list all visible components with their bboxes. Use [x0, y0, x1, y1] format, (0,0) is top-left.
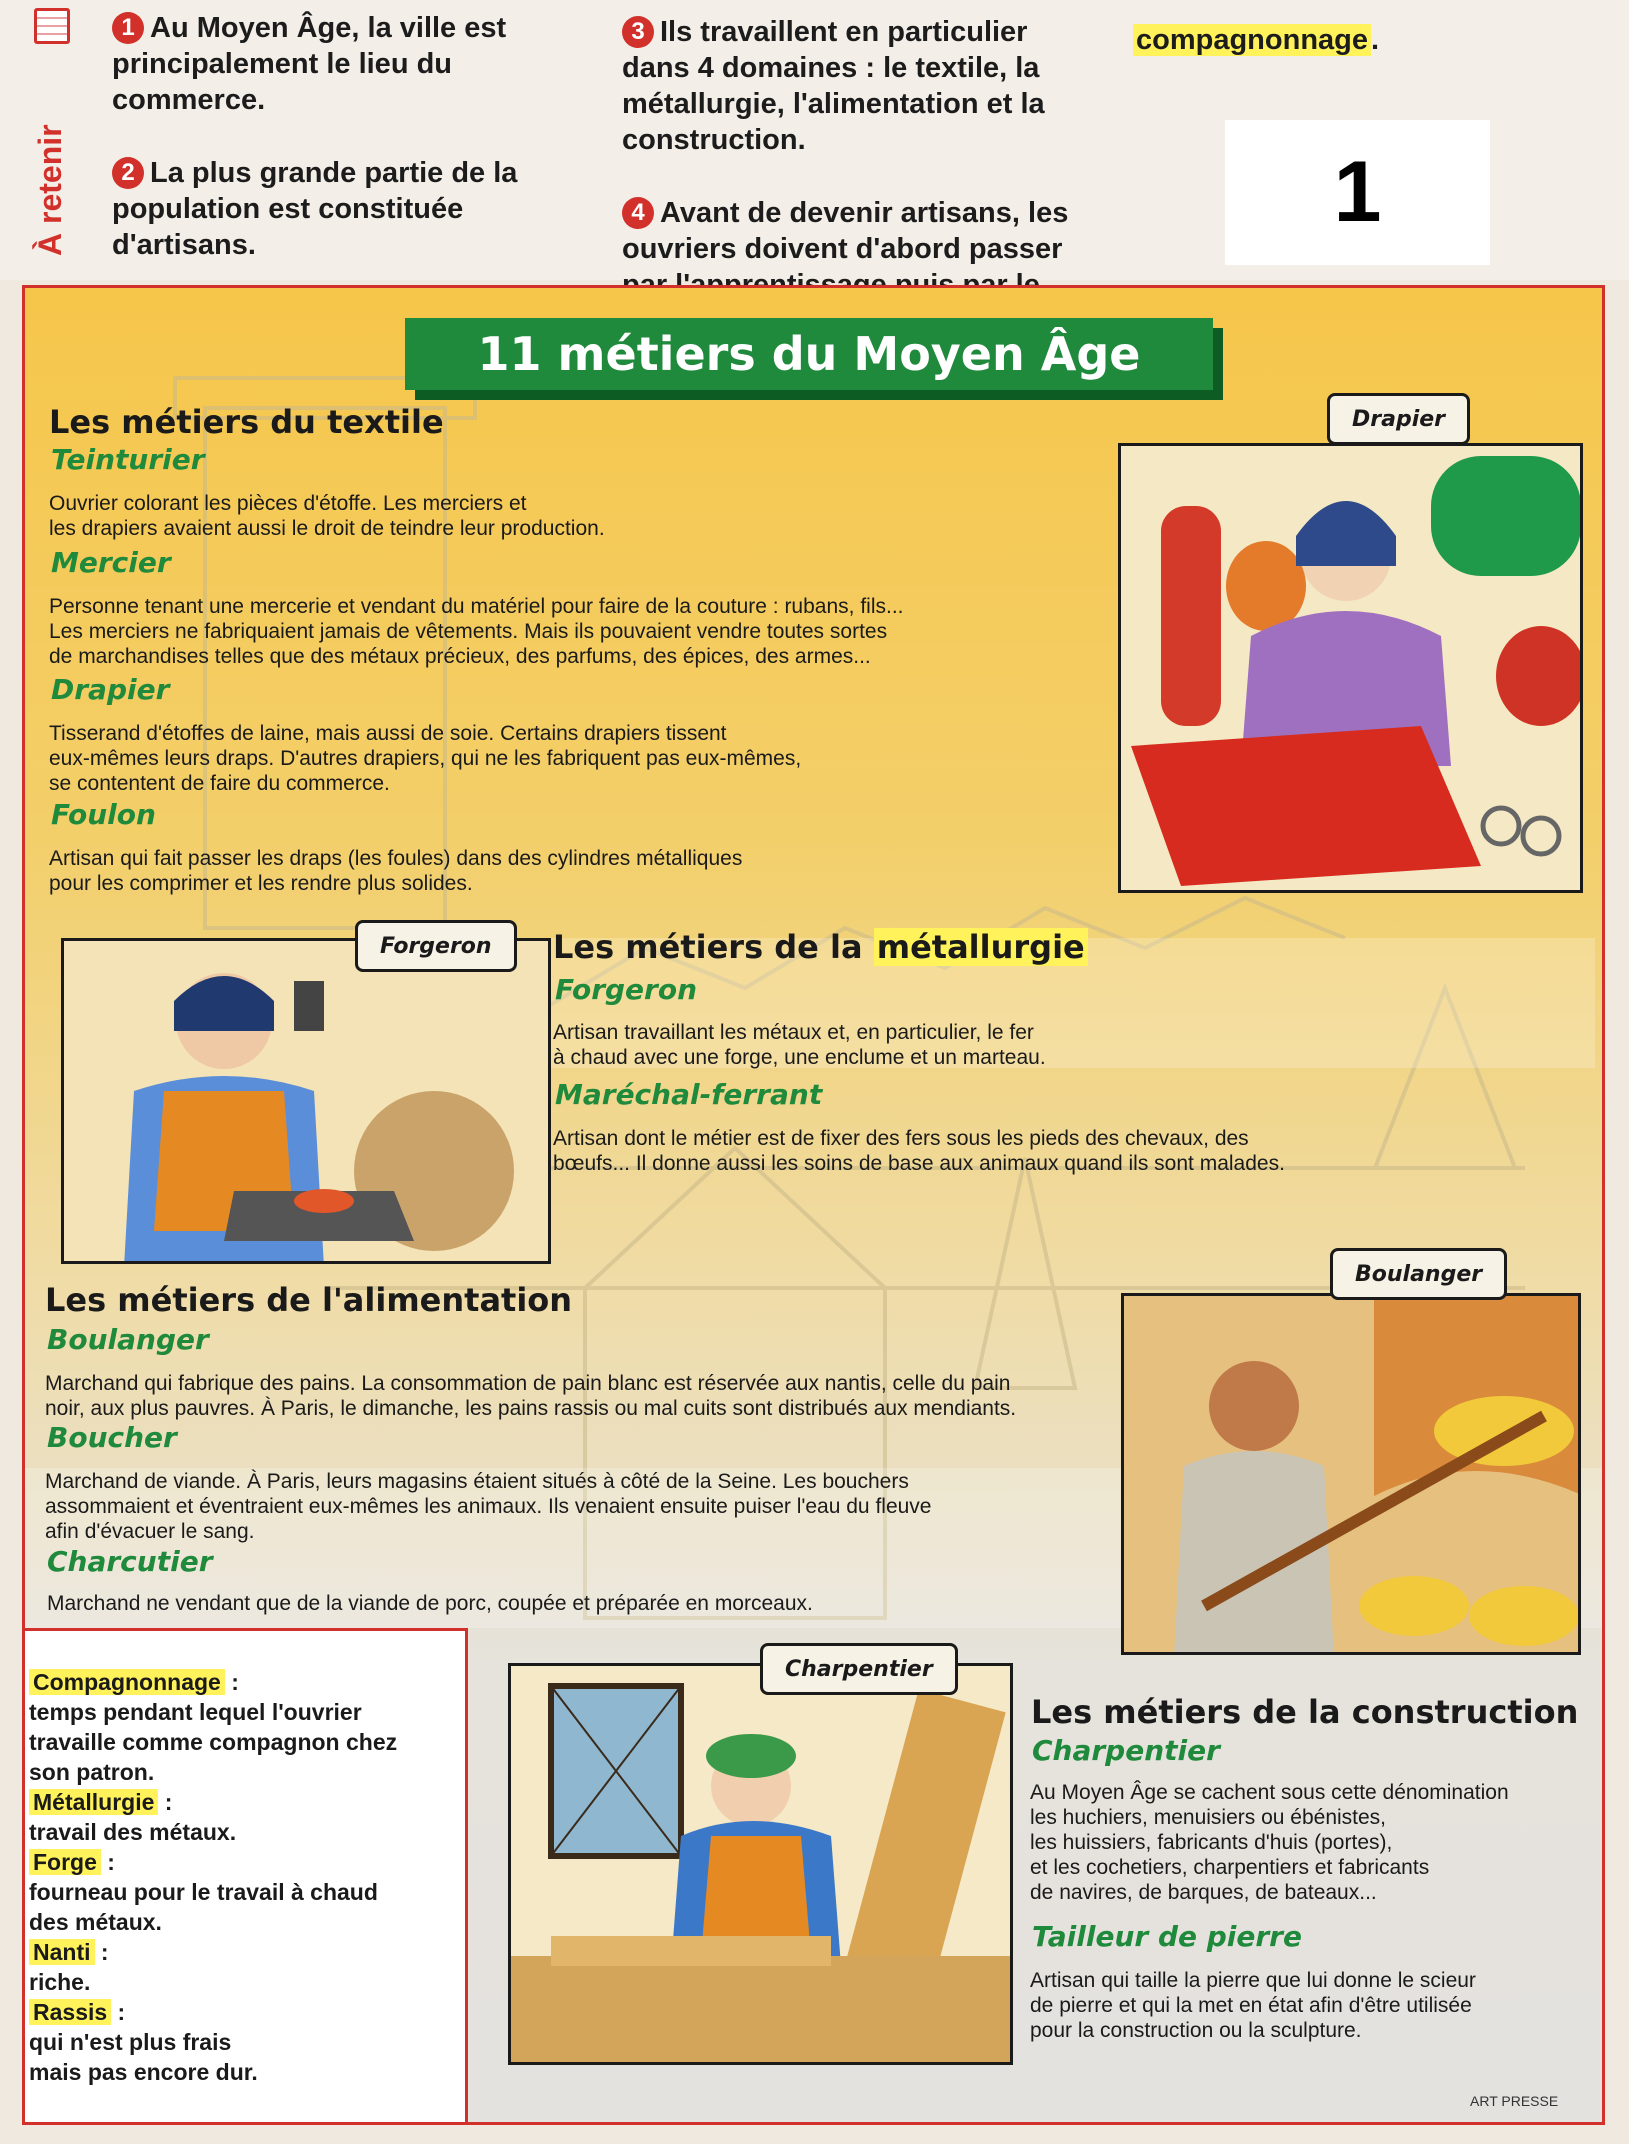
desc-foulon: Artisan qui fait passer les draps (les foules) dans des cylindres métalliques pour les comprimer et les rendre plus solides.	[49, 847, 743, 895]
job-forgeron: Forgeron	[555, 973, 698, 1006]
desc-mercier: Personne tenant une mercerie et vendant du matériel pour faire de la couture : rubans, fils... Les merciers ne fabriquaient jamais de vêtements. Mais ils pouvaient vendre toutes sortes de marchandises telles que des métaux précieux, des parfums, des épices, des armes...	[49, 595, 904, 668]
section-title-textile: Les métiers du textile	[49, 403, 444, 441]
illustration-boulanger	[1121, 1293, 1581, 1655]
retenir-item-4: 4 Avant de devenir artisans, les ouvriers doivent d'abord passer	[622, 197, 1069, 265]
page-title: 11 métiers du Moyen Âge	[405, 318, 1213, 390]
desc-drapier: Tisserand d'étoffes de laine, mais aussi de soie. Certains drapiers tissent eux-mêmes leurs draps. D'autres drapiers, qui ne les fabriquent pas eux-mêmes, se contentent de faire du commerce.	[49, 722, 802, 795]
forgeron-scene	[64, 941, 551, 1264]
retenir-item-4-cont: compagnonnage .	[1133, 22, 1553, 58]
job-mercier: Mercier	[51, 546, 171, 579]
glossary-entry-rassis: Rassis : qui n'est plus frais mais pas encore dur.	[29, 1999, 258, 2085]
retenir-item-3: 3 Ils travaillent en particulier dans 4 domaines : le textile, la métallurgie, l'alimentation et la construction.	[622, 16, 1045, 156]
job-drapier: Drapier	[51, 673, 170, 706]
section-title-alimentation: Les métiers de l'alimentation	[45, 1281, 573, 1319]
glossary-entry-metallurgie: Métallurgie : travail des métaux.	[29, 1789, 237, 1845]
glossary-entry-nanti: Nanti : riche.	[29, 1939, 109, 1995]
page-number: 1	[1225, 120, 1490, 265]
job-boucher: Boucher	[47, 1421, 177, 1454]
boulanger-scene	[1124, 1296, 1581, 1655]
job-teinturier: Teinturier	[51, 443, 205, 476]
retenir-item-1: 1 Au Moyen Âge, la ville est principalement le lieu du commerce.	[112, 12, 507, 116]
scroll-label-drapier: Drapier	[1327, 393, 1470, 445]
retenir-band	[0, 0, 1629, 280]
charpentier-scene	[511, 1666, 1013, 2065]
main-panel	[22, 285, 1605, 2125]
job-foulon: Foulon	[51, 798, 156, 831]
desc-charcutier: Marchand ne vendant que de la viande de porc, coupée et préparée en morceaux.	[47, 1592, 813, 1615]
scroll-label-charpentier: Charpentier	[760, 1643, 958, 1695]
notepad-icon	[34, 8, 70, 44]
desc-boulanger: Marchand qui fabrique des pains. La consommation de pain blanc est réservée aux nantis, celle du pain noir, aux plus pauvres. À Paris, le dimanche, les pains rassis ou mal cuits sont distribués aux mendiants.	[45, 1372, 1017, 1420]
desc-tailleur-de-pierre: Artisan qui taille la pierre que lui donne le scieur de pierre et qui la met en état afin d'être utilisée pour la construction ou la sculpture.	[1030, 1969, 1476, 2042]
job-charpentier: Charpentier	[1032, 1734, 1220, 1767]
desc-forgeron: Artisan travaillant les métaux et, en particulier, le fer à chaud avec une forge, une enclume et un marteau.	[553, 1021, 1046, 1069]
metallurgie-highlight: métallurgie	[874, 928, 1088, 966]
job-boulanger: Boulanger	[47, 1323, 209, 1356]
desc-marechal-ferrant: Artisan dont le métier est de fixer des fers sous les pieds des chevaux, des bœufs... Il donne aussi les soins de base aux animaux quand ils sont malades.	[553, 1127, 1285, 1175]
job-marechal-ferrant: Maréchal-ferrant	[555, 1078, 823, 1111]
glossary-entry-compagnonnage: Compagnonnage : temps pendant lequel l'ouvrier travaille comme compagnon chez son patron.	[29, 1669, 398, 1785]
desc-charpentier: Au Moyen Âge se cachent sous cette dénomination les huchiers, menuisiers ou ébénistes, les huissiers, fabricants d'huis (portes), et les cochetiers, charpentiers et fabricants de navires, de barques, de bateaux...	[1030, 1781, 1509, 1904]
scroll-label-forgeron: Forgeron	[355, 920, 517, 972]
illustration-forgeron	[61, 938, 551, 1264]
desc-teinturier: Ouvrier colorant les pièces d'étoffe. Les merciers et les drapiers avaient aussi le droit de teindre leur production.	[49, 492, 605, 540]
retenir-title: À retenir	[32, 124, 68, 256]
section-title-construction: Les métiers de la construction	[1031, 1693, 1579, 1731]
illustration-charpentier	[508, 1663, 1013, 2065]
compagnonnage-highlight: compagnonnage	[1133, 24, 1371, 56]
job-tailleur-de-pierre: Tailleur de pierre	[1032, 1920, 1302, 1953]
section-title-metallurgie: Les métiers de la métallurgie	[553, 928, 1088, 966]
glossary-box	[25, 1628, 468, 2125]
retenir-item-2: 2 La plus grande partie de la population est constituée d'artisans.	[112, 157, 518, 261]
credit: ART PRESSE	[1470, 2093, 1559, 2109]
job-charcutier: Charcutier	[47, 1545, 213, 1578]
drapier-scene	[1121, 446, 1583, 893]
illustration-drapier	[1118, 443, 1583, 893]
retenir-label	[20, 0, 82, 265]
glossary-entry-forge: Forge : fourneau pour le travail à chaud des métaux.	[29, 1849, 378, 1935]
scroll-label-boulanger: Boulanger	[1330, 1248, 1507, 1300]
desc-boucher: Marchand de viande. À Paris, leurs magasins étaient situés à côté de la Seine. Les bouchers assommaient et éventraient eux-mêmes les animaux. Ils venaient ensuite puiser l'eau du fleuve afin d'évacuer le sang.	[45, 1470, 932, 1543]
